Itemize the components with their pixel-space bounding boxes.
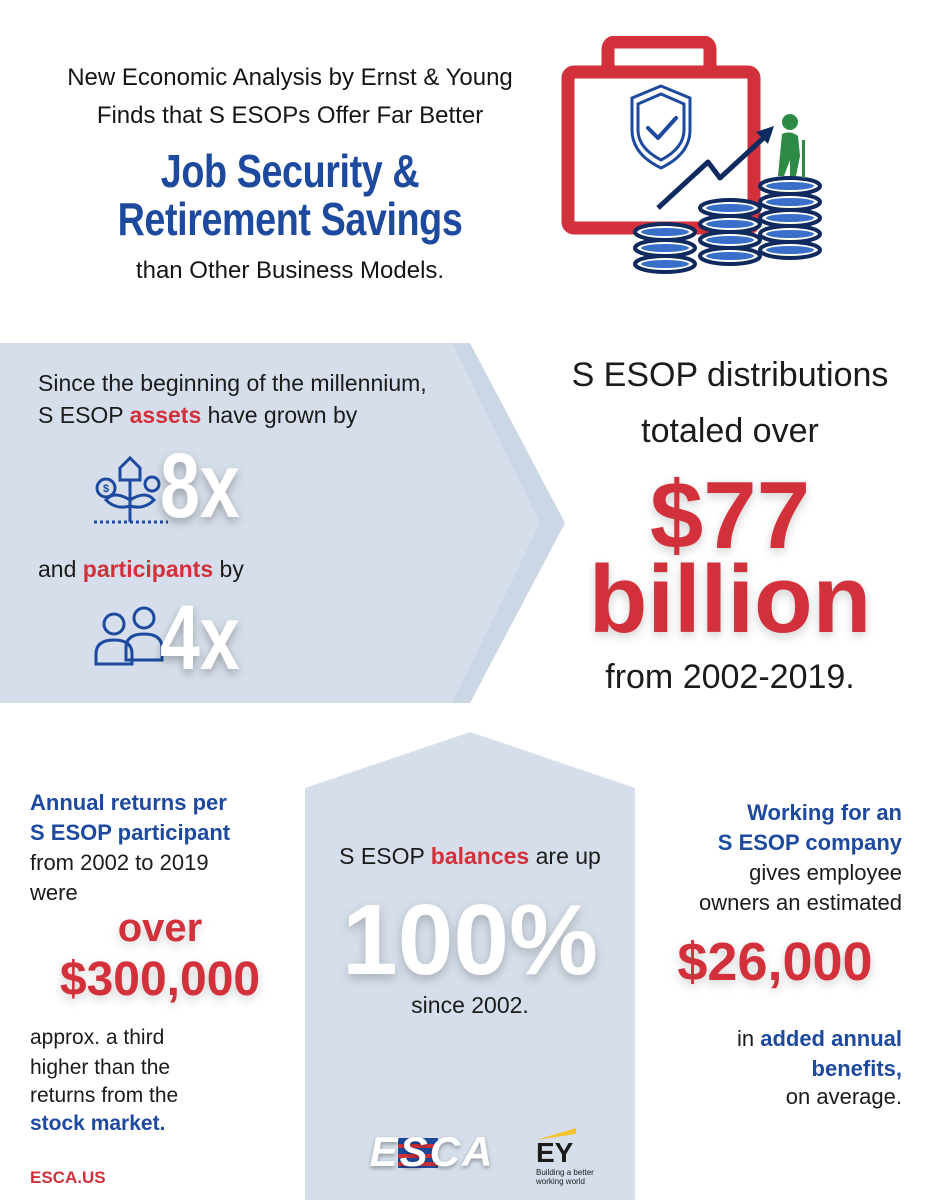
returns-line-2: were <box>30 880 78 905</box>
returns-line-1: from 2002 to 2019 <box>30 850 209 875</box>
benefits-line-1: gives employee <box>749 860 902 885</box>
returns-note-2: higher than the <box>30 1056 171 1079</box>
benefits-average: on average. <box>785 1084 902 1109</box>
elderly-person-icon <box>778 114 805 178</box>
benefits-highlight-2: benefits, <box>811 1056 902 1081</box>
returns-note-1: approx. a third <box>30 1026 165 1049</box>
growth-intro-line-2: S ESOP assets have grown by <box>38 402 358 428</box>
headline-job-security: Job Security & <box>160 145 420 197</box>
benefits-line-2: owners an estimated <box>699 890 902 915</box>
growth-panel-background <box>0 343 565 703</box>
distributions-line-1: S ESOP distributions <box>571 356 889 394</box>
benefits-amount: $26,000 <box>677 932 873 992</box>
distributions-amount: $77 <box>649 462 811 569</box>
participants-multiple: 4x <box>160 587 240 689</box>
balances-line: S ESOP balances are up <box>339 843 601 869</box>
returns-heading-2: S ESOP participant <box>30 820 231 845</box>
distributions-unit: billion <box>588 546 872 653</box>
growth-intro-line-1: Since the beginning of the millennium, <box>38 370 427 396</box>
returns-heading-1: Annual returns per <box>30 790 227 815</box>
briefcase-illustration <box>560 36 830 296</box>
esca-logo: ESCA <box>352 1130 512 1174</box>
distributions-period: from 2002-2019. <box>605 658 855 696</box>
header-line-1: New Economic Analysis by Ernst & Young <box>67 64 513 91</box>
ey-logo: EY Building a better working world <box>536 1128 626 1188</box>
returns-big-over: over <box>117 906 203 950</box>
benefits-heading-1: Working for an <box>747 800 902 825</box>
balances-highlight: balances <box>430 843 530 869</box>
assets-highlight: assets <box>129 402 202 428</box>
benefits-line-3: in added annual <box>736 1026 902 1051</box>
svg-text:$: $ <box>102 483 110 495</box>
benefits-heading-2: S ESOP company <box>717 830 902 855</box>
participants-highlight: participants <box>82 556 214 582</box>
benefits-highlight-1: added annual <box>760 1026 902 1051</box>
coin-stack-icon <box>635 178 820 272</box>
footer-url[interactable]: ESCA.US <box>30 1168 106 1187</box>
distributions-line-2: totaled over <box>641 412 819 450</box>
header-line-3: than Other Business Models. <box>135 257 445 284</box>
balances-since: since 2002. <box>411 992 529 1018</box>
balances-percent: 100% <box>342 884 598 996</box>
participants-line: and participants by <box>38 556 244 582</box>
assets-multiple: 8x <box>160 435 240 537</box>
header-line-2: Finds that S ESOPs Offer Far Better <box>96 102 484 129</box>
headline-retirement-savings: Retirement Savings <box>117 193 463 245</box>
returns-note-4: stock market. <box>30 1112 166 1135</box>
returns-big-amount: $300,000 <box>59 953 261 1006</box>
returns-note-3: returns from the <box>30 1084 179 1107</box>
